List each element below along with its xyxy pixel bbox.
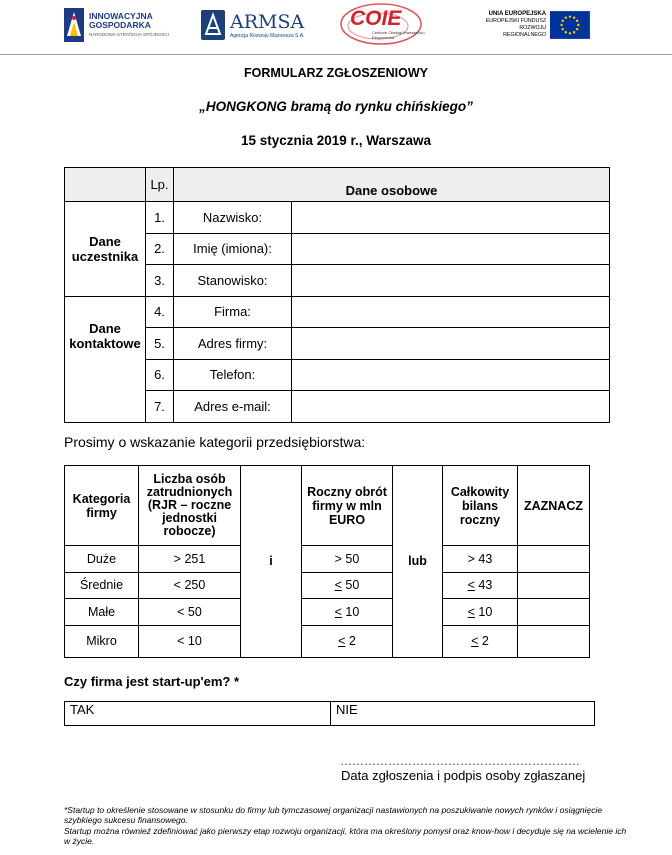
row-label: Adres firmy: [174,328,292,360]
row-number: 6. [146,359,174,391]
ig-line2: GOSPODARKA [89,19,151,30]
conj-lub: lub [393,466,443,658]
table-row [65,233,610,265]
table-row [65,359,610,391]
balance-value: < 43 [443,572,518,599]
event-title: „HONGKONG bramą do rynku chińskiego” [199,99,473,114]
startup-yes-option[interactable]: TAK [65,702,331,726]
surname-field[interactable] [292,202,610,234]
footnote-line1: *Startup to określenie stosowane w stosunku do firmy lub tymczasowej organizacji nastawionych na poszukiwanie nowych rynków i osiągnięcie szybkiego sukcesu finansowego. [64,805,603,825]
startup-table [64,701,595,726]
signature-label: Data zgłoszenia i podpis osoby zgłaszanej [341,768,586,783]
staff-value: < 50 [139,599,241,626]
row-number: 1. [146,202,174,234]
table-row [65,202,610,234]
ig-emblem-icon [64,8,84,42]
category-name: Średnie [65,572,139,599]
eu-line1: UNIA EUROPEJSKA [488,11,547,17]
row-number: 7. [146,391,174,423]
email-field[interactable] [292,391,610,423]
row-label: Firma: [174,296,292,328]
data-header: Dane osobowe [174,168,610,202]
table-row [65,546,590,573]
mark-mikro-cell[interactable] [518,625,590,657]
coie-logo [338,2,428,46]
date-place: 15 stycznia 2019 r., Warszawa [240,133,432,148]
category-intro: Prosimy o wskazanie kategorii przedsiębiorstwa: [64,434,366,450]
armsa-name: ARMSA [230,10,305,33]
signature-line: …………………………………………………… [340,754,580,768]
table-row [65,265,610,297]
balance-value: < 2 [443,625,518,657]
liczba-header: Liczba osób zatrudnionych (RJR – roczne jednostki robocze) [139,466,241,546]
row-number: 5. [146,328,174,360]
turnover-value: < 50 [302,572,393,599]
row-label: Imię (imiona): [174,233,292,265]
table-row [65,296,610,328]
bilans-header: Całkowity bilans roczny [443,466,518,546]
conj-i: i [241,466,302,658]
row-number: 4. [146,296,174,328]
eu-line2: EUROPEJSKI FUNDUSZ [485,18,547,24]
startup-no-option[interactable]: NIE [331,702,595,726]
zaznacz-header: ZAZNACZ [518,466,590,546]
turnover-value: > 50 [302,546,393,573]
personal-table-header [65,168,610,202]
balance-value: < 10 [443,599,518,626]
group-participant: Dane uczestnika [65,202,146,297]
mark-male-cell[interactable] [518,599,590,626]
eu-flag-icon [550,10,590,40]
category-name: Duże [65,546,139,573]
mark-duze-cell[interactable] [518,546,590,573]
staff-value: > 251 [139,546,241,573]
armsa-logo [201,6,311,44]
table-row [65,328,610,360]
ig-line1: INNOWACYJNA [89,10,153,21]
group-contact: Dane kontaktowe [65,296,146,422]
company-field[interactable] [292,296,610,328]
kategoria-header: Kategoria firmy [65,466,139,546]
header-divider [0,54,672,55]
staff-value: < 250 [139,572,241,599]
armsa-emblem-icon [201,10,225,40]
table-row [65,391,610,423]
obrot-header: Roczny obrót firmy w mln EURO [302,466,393,546]
staff-value: < 10 [139,625,241,657]
category-name: Mikro [65,625,139,657]
row-label: Adres e-mail: [174,391,292,423]
eu-logo [480,6,590,44]
startup-question: Czy firma jest start-up'em? * [64,674,240,689]
position-field[interactable] [292,265,610,297]
table-row [65,572,590,599]
form-title: FORMULARZ ZGŁOSZENIOWY [243,66,428,80]
row-label: Stanowisko: [174,265,292,297]
footnote-line2: Startup można również zdefiniować jako pierwszy etap rozwoju organizacji, która ma określony pomysł oraz know-how i decyduje się na wcielenie ich w życie. [64,826,627,846]
category-name: Małe [65,599,139,626]
personal-data-table [64,167,610,423]
turnover-value: < 2 [302,625,393,657]
first-name-field[interactable] [292,233,610,265]
innowacyjna-gospodarka-logo [64,6,174,44]
header-empty-cell [65,168,146,202]
category-table-header [65,466,590,546]
coie-name: COIE [350,7,402,30]
row-number: 2. [146,233,174,265]
row-label: Telefon: [174,359,292,391]
balance-value: > 43 [443,546,518,573]
logo-bar [0,0,672,52]
lp-header: Lp. [146,168,174,202]
eu-line3: ROZWOJU REGIONALNEGO [503,25,547,38]
category-table [64,465,590,658]
row-label: Nazwisko: [174,202,292,234]
mark-srednie-cell[interactable] [518,572,590,599]
turnover-value: < 10 [302,599,393,626]
phone-field[interactable] [292,359,610,391]
armsa-sub: Agencja Rozwoju Mazowsza S.A. [230,32,305,39]
company-address-field[interactable] [292,328,610,360]
row-number: 3. [146,265,174,297]
coie-sub: Centrum Obsługi Inwestorów i Eksporterów [372,30,426,40]
table-row [65,599,590,626]
table-row [65,625,590,657]
ig-line3: NARODOWA STRATEGIA SPÓJNOŚCI [89,31,170,37]
